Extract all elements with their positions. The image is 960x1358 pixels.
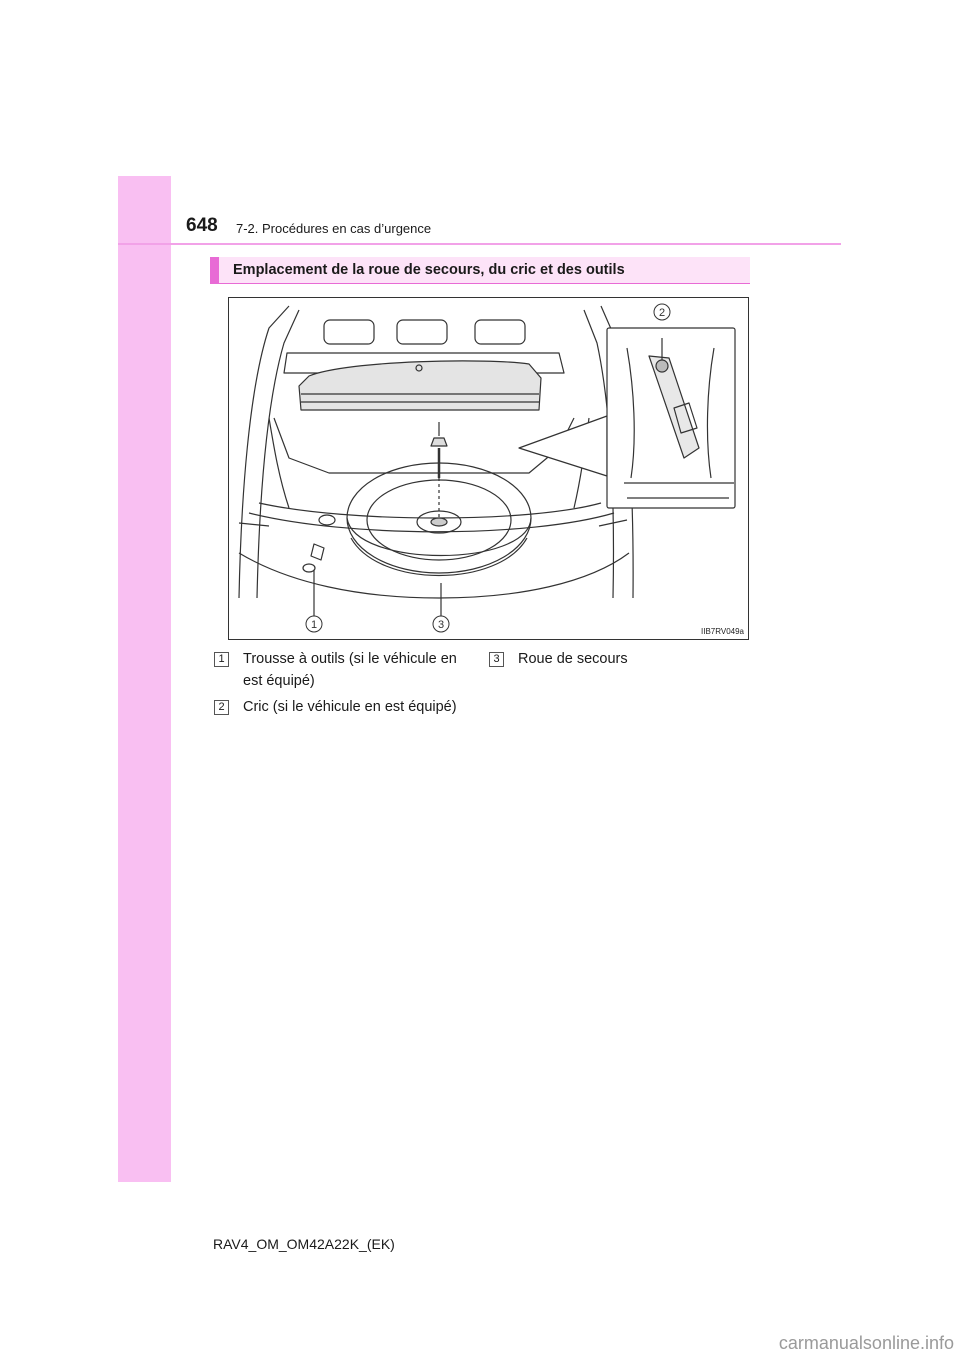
callout-1-label: 1 — [310, 619, 318, 631]
document-code: RAV4_OM_OM42A22K_(EK) — [213, 1236, 395, 1252]
legend-text-3: Roue de secours — [518, 651, 628, 667]
section-heading — [210, 257, 750, 284]
page-number: 648 — [186, 215, 218, 236]
header-rule — [118, 243, 841, 245]
watermark: carmanualsonline.info — [778, 1333, 954, 1353]
legend-number-2: 2 — [214, 700, 229, 715]
legend-text-1: Trousse à outils (si le véhicule en est équipé) — [243, 651, 457, 689]
chapter-tab-band — [118, 176, 171, 1182]
callout-3-label: 3 — [437, 619, 445, 631]
legend-number-3: 3 — [489, 652, 504, 667]
spare-tire-illustration — [228, 297, 749, 640]
section-reference: 7-2. Procédures en cas d’urgence — [236, 221, 432, 236]
section-heading-text: Emplacement de la roue de secours, du cric et des outils — [233, 262, 625, 278]
legend-number-1: 1 — [214, 652, 229, 667]
cargo-area-drawing — [229, 298, 748, 639]
figure-code: IIB7RV049a — [701, 627, 744, 636]
legend-text-2: Cric (si le véhicule en est équipé) — [243, 699, 457, 715]
callout-2-label: 2 — [658, 307, 666, 319]
